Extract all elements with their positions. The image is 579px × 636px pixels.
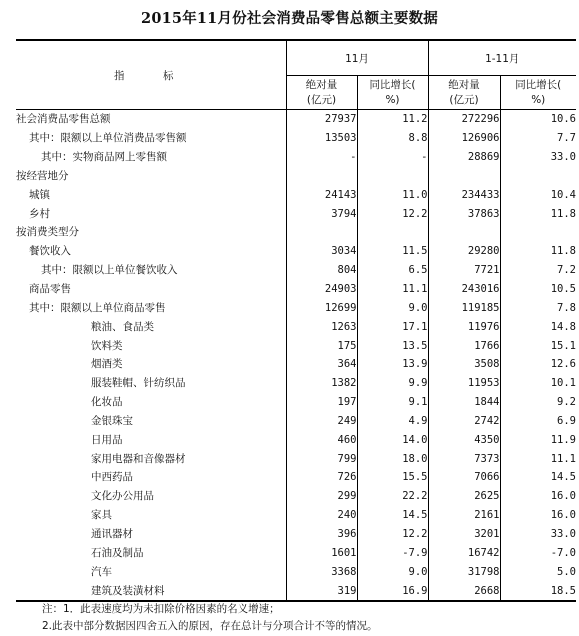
month-yoy-cell: -7.9 [357, 543, 428, 562]
month-yoy-cell: 14.0 [357, 430, 428, 449]
table-row [16, 148, 576, 167]
ytd-absolute-cell: 243016 [428, 280, 500, 299]
ytd-absolute-cell: 3508 [428, 355, 500, 374]
month-absolute-cell: 175 [286, 336, 357, 355]
ytd-abs-header [428, 76, 500, 110]
abs-label-line2: (亿元) [306, 93, 337, 106]
month-yoy-cell: 16.9 [357, 581, 428, 601]
month-yoy-cell: 9.0 [357, 298, 428, 317]
ytd-yoy-cell: 11.9 [550, 433, 576, 446]
ytd-absolute-cell: 11976 [428, 317, 500, 336]
row-label: 家具 [16, 506, 286, 525]
month-absolute-cell: 3794 [286, 204, 357, 223]
table-row [16, 543, 576, 562]
month-yoy-cell: 11.1 [357, 280, 428, 299]
month-absolute-cell: - [286, 148, 357, 167]
row-label: 金银珠宝 [16, 412, 286, 431]
row-label: 粮油、食品类 [16, 317, 286, 336]
footnote-2: 2.此表中部分数据因四舍五入的原因，存在总计与分项合计不等的情况。 [42, 620, 378, 632]
ytd-yoy-cell: 11.1 [550, 452, 576, 465]
ytd-yoy-cell: 33.0 [550, 151, 576, 164]
ytd-yoy-cell: 9.2 [557, 396, 576, 409]
month-absolute-cell: 396 [286, 525, 357, 544]
ytd-yoy-cell: 14.8 [550, 320, 576, 333]
ytd-absolute-cell: 2161 [428, 506, 500, 525]
table-row [16, 336, 576, 355]
row-label: 服装鞋帽、针纺织品 [16, 374, 286, 393]
row-label: 社会消费品零售总额 [16, 110, 286, 129]
row-label: 建筑及装潢材料 [16, 581, 286, 601]
ytd-yoy-cell: 10.5 [550, 283, 576, 296]
ytd-absolute-cell: 7721 [428, 261, 500, 280]
ytd-yoy-header [500, 76, 576, 110]
month-yoy-cell: 15.5 [357, 468, 428, 487]
table-row [16, 185, 576, 204]
table-row [16, 280, 576, 299]
month-absolute-cell: 27937 [286, 110, 357, 129]
month-yoy-cell: 14.5 [357, 506, 428, 525]
ytd-absolute-cell: 37863 [428, 204, 500, 223]
month-yoy-cell: 9.1 [357, 393, 428, 412]
table-row [16, 430, 576, 449]
ytd-yoy-cell: 15.1 [550, 339, 576, 352]
ytd-absolute-cell: 2742 [428, 412, 500, 431]
month-yoy-cell: 13.5 [357, 336, 428, 355]
row-label: 按经营地分 [16, 167, 286, 186]
row-label: 家用电器和音像器材 [16, 449, 286, 468]
table-row [16, 242, 576, 261]
ytd-absolute-cell: 7066 [428, 468, 500, 487]
month-yoy-cell: - [357, 148, 428, 167]
ytd-yoy-cell: 18.5 [500, 581, 576, 601]
ytd-absolute-cell: 11953 [428, 374, 500, 393]
table-row [16, 562, 576, 581]
month-absolute-cell: 460 [286, 430, 357, 449]
table-row [16, 412, 576, 431]
month-yoy-header [357, 76, 428, 110]
month-absolute-cell: 12699 [286, 298, 357, 317]
row-label: 乡村 [16, 204, 286, 223]
row-label: 日用品 [16, 430, 286, 449]
ytd-absolute-cell: 2625 [428, 487, 500, 506]
ytd-yoy-cell: 10.4 [550, 188, 576, 201]
footnote-1: 注：1．此表速度均为未扣除价格因素的名义增速； [42, 603, 280, 615]
table-row [16, 223, 576, 242]
month-yoy-cell: 22.2 [357, 487, 428, 506]
month-absolute-cell: 197 [286, 393, 357, 412]
row-label: 饮料类 [16, 336, 286, 355]
ytd-header: 1-11月 [428, 40, 576, 76]
ytd-yoy-cell: 14.5 [550, 471, 576, 484]
month-absolute-cell: 24903 [286, 280, 357, 299]
ytd-absolute-cell: 234433 [428, 185, 500, 204]
row-label: 餐饮收入 [16, 242, 286, 261]
table-row [16, 261, 576, 280]
abs-label-line1: 绝对量 [305, 78, 338, 91]
month-absolute-cell: 1263 [286, 317, 357, 336]
row-label: 城镇 [16, 185, 286, 204]
row-label: 商品零售 [16, 280, 286, 299]
ytd-absolute-cell: 1844 [428, 393, 500, 412]
month-yoy-cell [357, 223, 428, 242]
month-yoy-cell: 11.0 [357, 185, 428, 204]
ytd-yoy-cell: 12.6 [550, 358, 576, 371]
month-absolute-cell: 319 [286, 581, 357, 601]
table-body [16, 110, 576, 601]
month-absolute-cell: 3034 [286, 242, 357, 261]
page-title: 2015年11月份社会消费品零售总额主要数据 [141, 10, 438, 27]
row-label: 烟酒类 [16, 355, 286, 374]
table-row [16, 581, 576, 601]
month-absolute-cell: 799 [286, 449, 357, 468]
table-row [16, 129, 576, 148]
month-yoy-cell: 12.2 [357, 204, 428, 223]
ytd-absolute-cell: 16742 [428, 543, 500, 562]
ytd-absolute-cell: 7373 [428, 449, 500, 468]
yoy-label-line1: 同比增长( [515, 78, 562, 91]
row-label: 其中：实物商品网上零售额 [16, 148, 286, 167]
row-label: 化妆品 [16, 393, 286, 412]
ytd-yoy-cell [500, 167, 576, 186]
ytd-yoy-cell: 33.0 [550, 527, 576, 540]
retail-sales-table [16, 39, 576, 602]
ytd-absolute-cell: 272296 [428, 110, 500, 129]
ytd-yoy-cell [500, 223, 576, 242]
month-absolute-cell: 299 [286, 487, 357, 506]
ytd-absolute-cell: 28869 [428, 148, 500, 167]
table-row [16, 506, 576, 525]
table-row [16, 110, 576, 129]
table-row [16, 317, 576, 336]
row-label: 通讯器材 [16, 525, 286, 544]
month-absolute-cell: 3368 [286, 562, 357, 581]
month-absolute-cell: 249 [286, 412, 357, 431]
month-absolute-cell: 13503 [286, 129, 357, 148]
ytd-absolute-cell: 4350 [428, 430, 500, 449]
ytd-absolute-cell: 2668 [428, 581, 500, 601]
ytd-yoy-cell: 11.8 [550, 245, 576, 258]
month-absolute-cell: 804 [286, 261, 357, 280]
month-yoy-cell: 9.9 [357, 374, 428, 393]
ytd-absolute-cell: 3201 [428, 525, 500, 544]
ytd-absolute-cell: 31798 [428, 562, 500, 581]
month-absolute-cell: 1382 [286, 374, 357, 393]
ytd-absolute-cell [428, 167, 500, 186]
ytd-yoy-cell: 11.8 [550, 207, 576, 220]
table-row [16, 525, 576, 544]
abs-label-line1: 绝对量 [448, 78, 480, 91]
ytd-absolute-cell: 1766 [428, 336, 500, 355]
ytd-absolute-cell: 29280 [428, 242, 500, 261]
month-yoy-cell: 8.8 [357, 129, 428, 148]
month-yoy-cell: 9.0 [357, 562, 428, 581]
month-absolute-cell [286, 223, 357, 242]
ytd-absolute-cell: 119185 [428, 298, 500, 317]
row-label: 其中：限额以上单位商品零售 [16, 298, 286, 317]
ytd-yoy-cell: 5.0 [557, 565, 576, 578]
row-label: 其中：限额以上单位消费品零售额 [16, 129, 286, 148]
yoy-label-line2: %) [531, 93, 546, 106]
table-row [16, 449, 576, 468]
ytd-yoy-cell: -7.0 [550, 546, 576, 559]
month-yoy-cell: 12.2 [357, 525, 428, 544]
month-absolute-cell [286, 167, 357, 186]
month-absolute-cell: 24143 [286, 185, 357, 204]
row-label: 汽车 [16, 562, 286, 581]
ytd-yoy-cell: 10.6 [550, 113, 576, 126]
table-row [16, 374, 576, 393]
month-header: 11月 [286, 40, 428, 76]
month-absolute-cell: 726 [286, 468, 357, 487]
table-row [16, 393, 576, 412]
table-row [16, 487, 576, 506]
ytd-absolute-cell: 126906 [428, 129, 500, 148]
ytd-yoy-cell: 7.2 [557, 264, 576, 277]
month-absolute-cell: 364 [286, 355, 357, 374]
table-row [16, 167, 576, 186]
table-row [16, 468, 576, 487]
table-row [16, 355, 576, 374]
table-row [16, 204, 576, 223]
month-absolute-cell: 240 [286, 506, 357, 525]
month-yoy-cell: 18.0 [357, 449, 428, 468]
ytd-yoy-cell: 16.0 [550, 509, 576, 522]
yoy-label-line1: 同比增长( [369, 78, 416, 91]
month-yoy-cell: 11.2 [357, 110, 428, 129]
ytd-yoy-cell: 10.1 [550, 377, 576, 390]
indicator-header: 指 标 [16, 40, 286, 110]
month-yoy-cell: 6.5 [357, 261, 428, 280]
month-yoy-cell: 13.9 [357, 355, 428, 374]
month-abs-header [286, 76, 357, 110]
month-yoy-cell [357, 167, 428, 186]
ytd-absolute-cell [428, 223, 500, 242]
table-row [16, 298, 576, 317]
row-label: 文化办公用品 [16, 487, 286, 506]
month-yoy-cell: 17.1 [357, 317, 428, 336]
ytd-yoy-cell: 7.7 [557, 132, 576, 145]
month-yoy-cell: 4.9 [357, 412, 428, 431]
row-label: 石油及制品 [16, 543, 286, 562]
row-label: 按消费类型分 [16, 223, 286, 242]
yoy-label-line2: %) [385, 93, 400, 106]
month-yoy-cell: 11.5 [357, 242, 428, 261]
ytd-yoy-cell: 16.0 [550, 490, 576, 503]
ytd-yoy-cell: 6.9 [557, 414, 576, 427]
ytd-yoy-cell: 7.8 [557, 301, 576, 314]
abs-label-line2: (亿元) [449, 93, 479, 106]
row-label: 中西药品 [16, 468, 286, 487]
month-absolute-cell: 1601 [286, 543, 357, 562]
row-label: 其中：限额以上单位餐饮收入 [16, 261, 286, 280]
